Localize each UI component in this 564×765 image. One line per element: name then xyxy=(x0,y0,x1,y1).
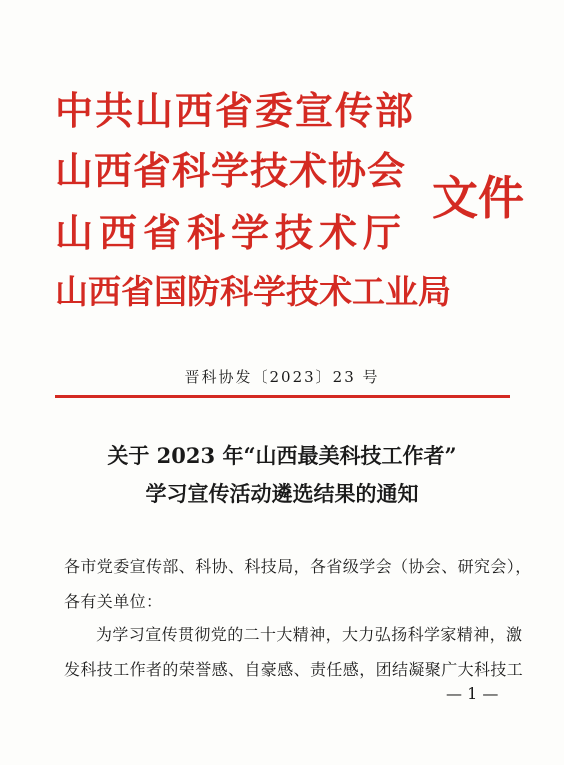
page-number: — 1 — xyxy=(446,684,499,703)
notice-title-line-2: 学习宣传活动遴选结果的通知 xyxy=(145,481,419,506)
issuer-publicity-department: 中共山西省委宣传部 xyxy=(55,88,416,133)
body-paragraph-line: 各市党委宣传部、科协、科技局，各省级学会（协会、研究会）， xyxy=(64,557,532,576)
issuer-science-department: 山西省科学技术厅 xyxy=(55,210,408,255)
body-paragraph-line: 各有关单位： xyxy=(64,592,163,611)
issuer-defense-science-bureau: 山西省国防科学技术工业局 xyxy=(55,272,451,311)
body-paragraph-line: 发科技工作者的荣誉感、自豪感、责任感，团结凝聚广大科技工 xyxy=(64,660,524,679)
notice-title-line-1: 关于 2023 年“山西最美科技工作者” xyxy=(107,443,457,468)
header-red-rule xyxy=(55,395,510,398)
body-paragraph-line: 为学习宣传贯彻党的二十大精神，大力弘扬科学家精神，激 xyxy=(96,625,523,644)
document-type-label: 文件 xyxy=(432,171,524,225)
issuer-science-association: 山西省科学技术协会 xyxy=(55,148,407,193)
document-number: 晋科协发〔2023〕23 号 xyxy=(184,368,380,386)
